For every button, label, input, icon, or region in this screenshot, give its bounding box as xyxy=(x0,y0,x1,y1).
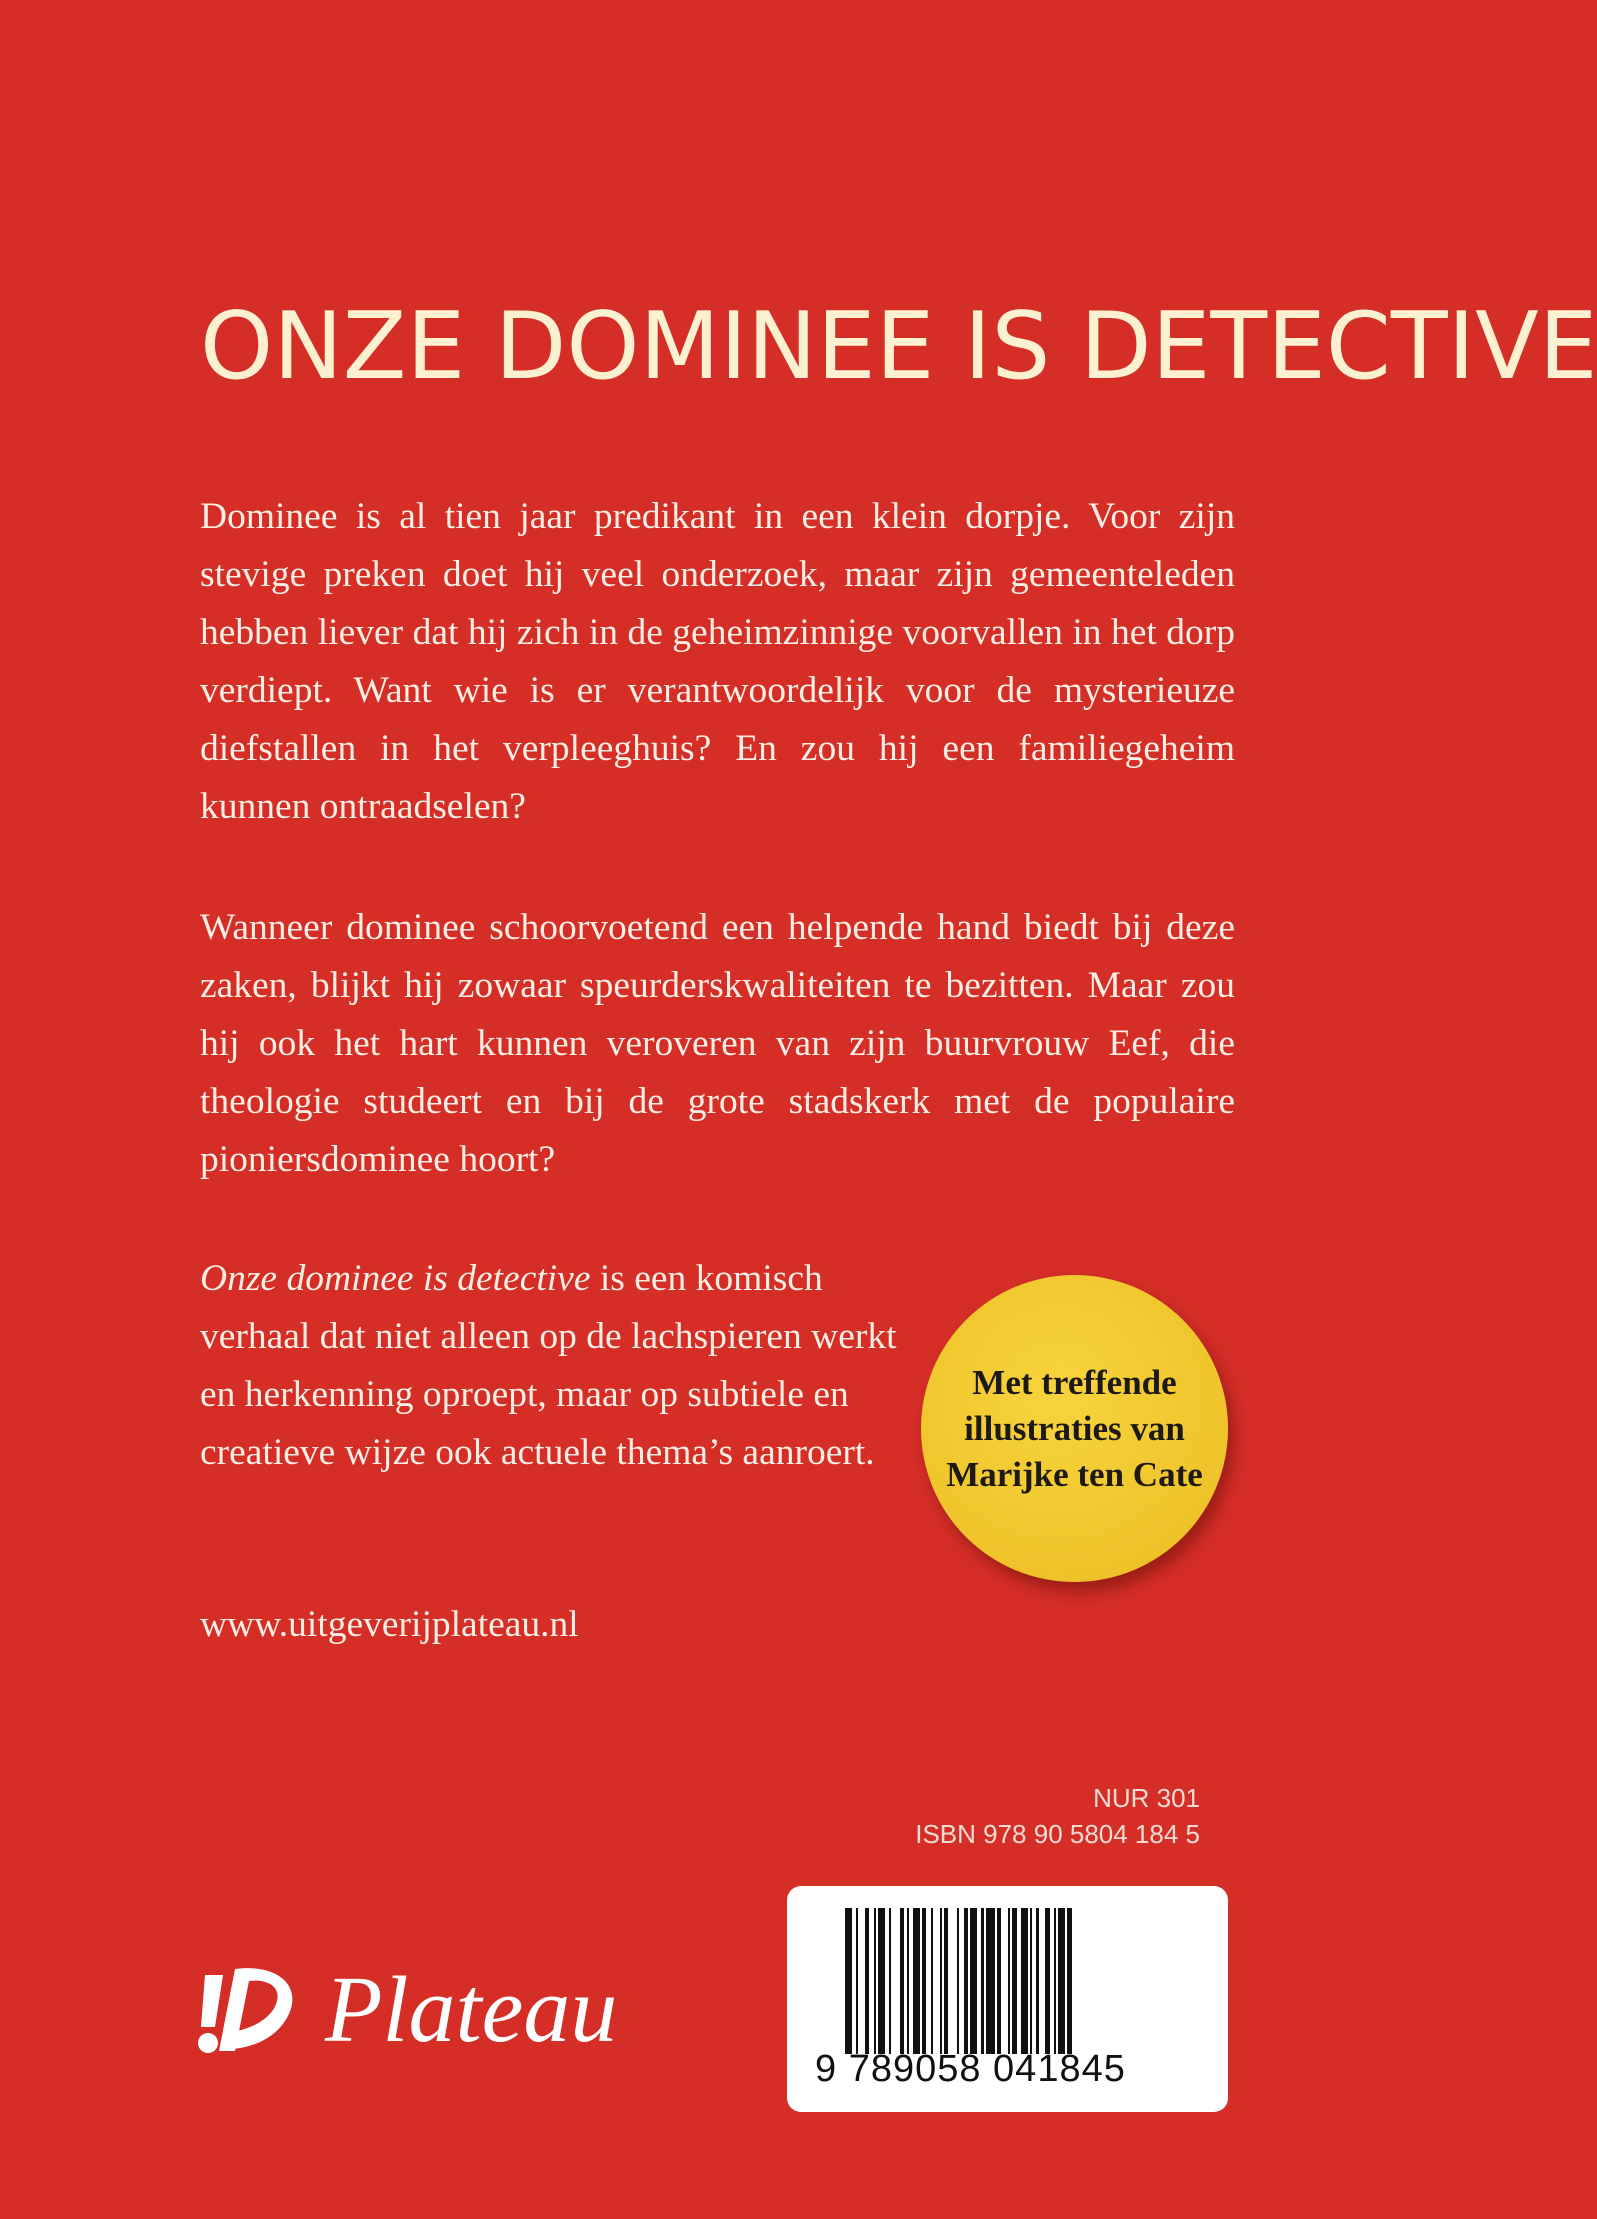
publisher-name: Plateau xyxy=(325,1958,618,2062)
sticker-text: Met treffende illustraties van Marijke ten Cate xyxy=(946,1362,1203,1494)
barcode-bar xyxy=(1012,1908,1016,2054)
blurb-paragraph-2: Wanneer dominee schoorvoetend een helpende hand biedt bij deze zaken, blijkt hij zowaar speurderskwaliteiten te bezitten. Maar zou hij ook het hart kunnen veroveren van zijn buurvrouw Eef, die theologie studeert en bij de grote stadskerk met de populaire pioniersdominee hoort? xyxy=(200,907,1235,1180)
barcode-bars xyxy=(845,1908,1201,2054)
barcode-bar xyxy=(1021,1908,1028,2054)
barcode-bar xyxy=(931,1908,933,2054)
barcode-bar xyxy=(878,1908,885,2054)
barcode-bar xyxy=(922,1908,926,2054)
barcode-bar xyxy=(964,1908,968,2054)
blurb-paragraph-3 xyxy=(200,1250,920,1482)
book-title: ONZE DOMINEE IS DETECTIVE xyxy=(200,292,1597,400)
barcode-bar xyxy=(900,1908,904,2054)
barcode-bar xyxy=(845,1908,852,2054)
isbn-code: ISBN 978 90 5804 184 5 xyxy=(915,1819,1200,1849)
barcode-bar xyxy=(874,1908,876,2054)
barcode-bar xyxy=(856,1908,858,2054)
barcode-bar xyxy=(957,1908,959,2054)
barcode-bar xyxy=(865,1908,869,2054)
barcode-bar xyxy=(981,1908,983,2054)
blurb-paragraph-1: Dominee is al tien jaar predikant in een klein dorpje. Voor zijn stevige preken doet hij veel onderzoek, maar zijn gemeenteleden hebben liever dat hij zich in de geheimzinnige voorvallen in het dorp verdiept. Want wie is er verantwoordelijk voor de mysterieuze diefstallen in het verpleeghuis? En zou hij een familiegeheim kunnen ontraadselen? xyxy=(200,496,1235,827)
barcode-bar xyxy=(970,1908,977,2054)
barcode-bar xyxy=(1045,1908,1049,2054)
barcode-bar xyxy=(944,1908,948,2054)
publisher-url: www.uitgeverijplateau.nl xyxy=(200,1604,579,1645)
illustrations-sticker xyxy=(921,1275,1228,1582)
blurb-paragraph-3-text: is een komisch verhaal dat niet alleen op de lachspieren werkt en herkenning oproept, maar op subtiele en creatieve wijze ook actuele thema’s aanroert. xyxy=(200,1258,897,1473)
barcode-bar xyxy=(907,1908,909,2054)
barcode-bar xyxy=(1054,1908,1056,2054)
nur-code: NUR 301 xyxy=(1093,1783,1200,1813)
plateau-logo-icon xyxy=(193,1955,303,2065)
barcode-bar xyxy=(913,1908,920,2054)
barcode-bar xyxy=(1030,1908,1032,2054)
barcode-bar xyxy=(986,1908,995,2054)
barcode-number: 9 789058 041845 xyxy=(815,2048,1126,2090)
barcode-bar xyxy=(1058,1908,1065,2054)
book-title-italic: Onze dominee is detective xyxy=(200,1258,591,1299)
barcode-bar xyxy=(940,1908,942,2054)
barcode-bar xyxy=(889,1908,891,2054)
barcode-bar xyxy=(997,1908,1001,2054)
barcode-bar xyxy=(1067,1908,1071,2054)
barcode-bar xyxy=(1036,1908,1038,2054)
barcode xyxy=(787,1886,1228,2112)
barcode-bar xyxy=(1008,1908,1010,2054)
publisher-logo xyxy=(193,1955,617,2065)
